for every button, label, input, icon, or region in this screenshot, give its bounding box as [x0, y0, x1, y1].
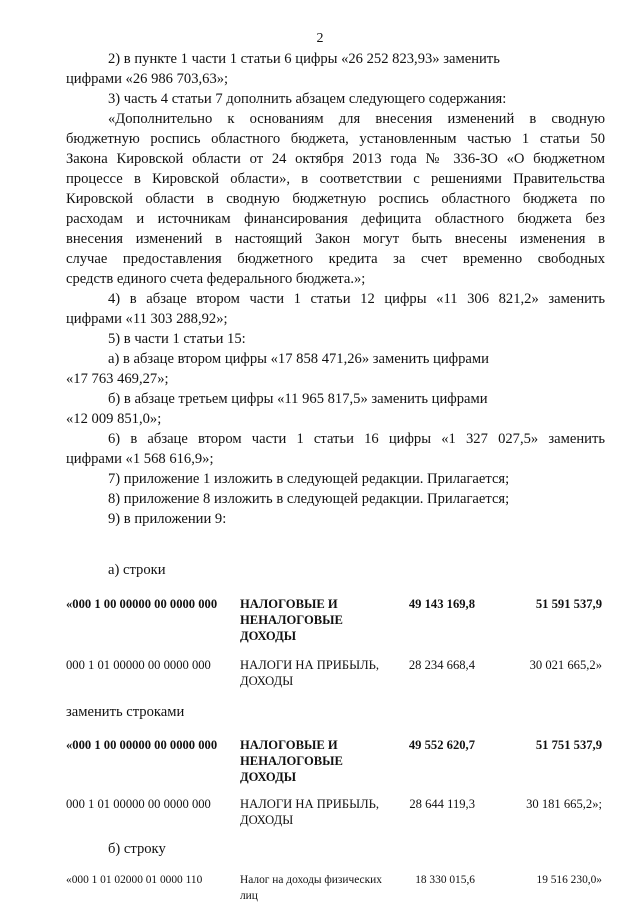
table-new-row1-code: «000 1 00 00000 00 0000 000 [66, 738, 218, 752]
text-line: «17 763 469,27»; [66, 371, 169, 387]
table-new-row2-value2: 30 181 665,2»; [526, 797, 602, 811]
text-line: цифрами «1 568 616,9»; [66, 451, 214, 467]
text-line: цифрами «26 986 703,63»; [66, 71, 229, 87]
text-line: 3) часть 4 статьи 7 дополнить абзацем следующего содержания: [108, 91, 507, 107]
table-old-row2-name: НАЛОГИ НА ПРИБЫЛЬ, ДОХОДЫ [240, 658, 380, 688]
text-line: а) в абзаце втором цифры «17 858 471,26» заменить цифрами [108, 351, 489, 367]
text-line: случае предоставления бюджетного кредита за счет временно свободных [66, 251, 605, 267]
text-line: «12 009 851,0»; [66, 411, 162, 427]
text-line: цифрами «11 303 288,92»; [66, 311, 228, 327]
text-line: 7) приложение 1 изложить в следующей редакции. Прилагается; [108, 471, 510, 487]
text-line: Закона Кировской области от 24 октября 2013 года № 336-ЗО «О бюджетном [66, 151, 605, 167]
table-b-row-name: Налог на доходы физических лиц [240, 874, 382, 902]
table-new-row2-value1: 28 644 119,3 [409, 797, 475, 811]
page-number: 2 [316, 31, 324, 46]
text-line: внесения изменений в настоящий Закон могут быть внесены изменения в [66, 231, 605, 247]
text-line: 8) приложение 8 изложить в следующей редакции. Прилагается; [108, 491, 510, 507]
table-new-row1-name: НАЛОГОВЫЕ И НЕНАЛОГОВЫЕ ДОХОДЫ [240, 738, 343, 784]
table-b-row-value2: 19 516 230,0» [536, 874, 602, 886]
table-new-row2-code: 000 1 01 00000 00 0000 000 [66, 797, 211, 811]
text-line: 6) в абзаце втором части 1 статьи 16 цифры «1 327 027,5» заменить [108, 431, 605, 447]
text-line: процессе в Кировской области», в соответствии с решениями Правительства [66, 171, 605, 187]
table-old-row1-value1: 49 143 169,8 [408, 597, 475, 611]
table-old-row1-code: «000 1 00 00000 00 0000 000 [66, 597, 218, 611]
table-old-row2-value2: 30 021 665,2» [529, 658, 602, 672]
table-new-row1-value1: 49 552 620,7 [408, 738, 475, 752]
subsection-a-label: а) строки [108, 562, 166, 578]
text-line: Кировской области в сводную бюджетную роспись областного бюджета по [66, 191, 605, 207]
text-line: бюджетную роспись областного бюджета, установленным частью 1 статьи 50 [66, 131, 605, 147]
table-old-row1-name: НАЛОГОВЫЕ И НЕНАЛОГОВЫЕ ДОХОДЫ [240, 597, 343, 643]
table-b-row-value1: 18 330 015,6 [415, 874, 475, 886]
text-line: расходам и источникам финансирования дефицита областного бюджета без [66, 211, 605, 227]
text-line: 2) в пункте 1 части 1 статьи 6 цифры «26 252 823,93» заменить [108, 51, 500, 67]
subsection-b-label: б) строку [108, 841, 166, 857]
table-old-row2-value1: 28 234 668,4 [408, 658, 475, 672]
table-old-row2-code: 000 1 01 00000 00 0000 000 [66, 658, 211, 672]
text-line: б) в абзаце третьем цифры «11 965 817,5» заменить цифрами [108, 391, 488, 407]
table-new-row2-name: НАЛОГИ НА ПРИБЫЛЬ, ДОХОДЫ [240, 797, 380, 827]
text-line: средств единого счета федерального бюджета.»; [66, 271, 366, 287]
text-line: 9) в приложении 9: [108, 511, 227, 527]
table-old-row1-value2: 51 591 537,9 [535, 597, 602, 611]
table-new-row1-value2: 51 751 537,9 [535, 738, 602, 752]
text-line: 4) в абзаце втором части 1 статьи 12 цифры «11 306 821,2» заменить [108, 291, 605, 307]
text-line: 5) в части 1 статьи 15: [108, 331, 246, 347]
replace-with-label: заменить строками [66, 704, 185, 720]
table-b-row-code: «000 1 01 02000 01 0000 110 [66, 874, 203, 886]
text-line: «Дополнительно к основаниям для внесения изменений в сводную [108, 111, 605, 127]
